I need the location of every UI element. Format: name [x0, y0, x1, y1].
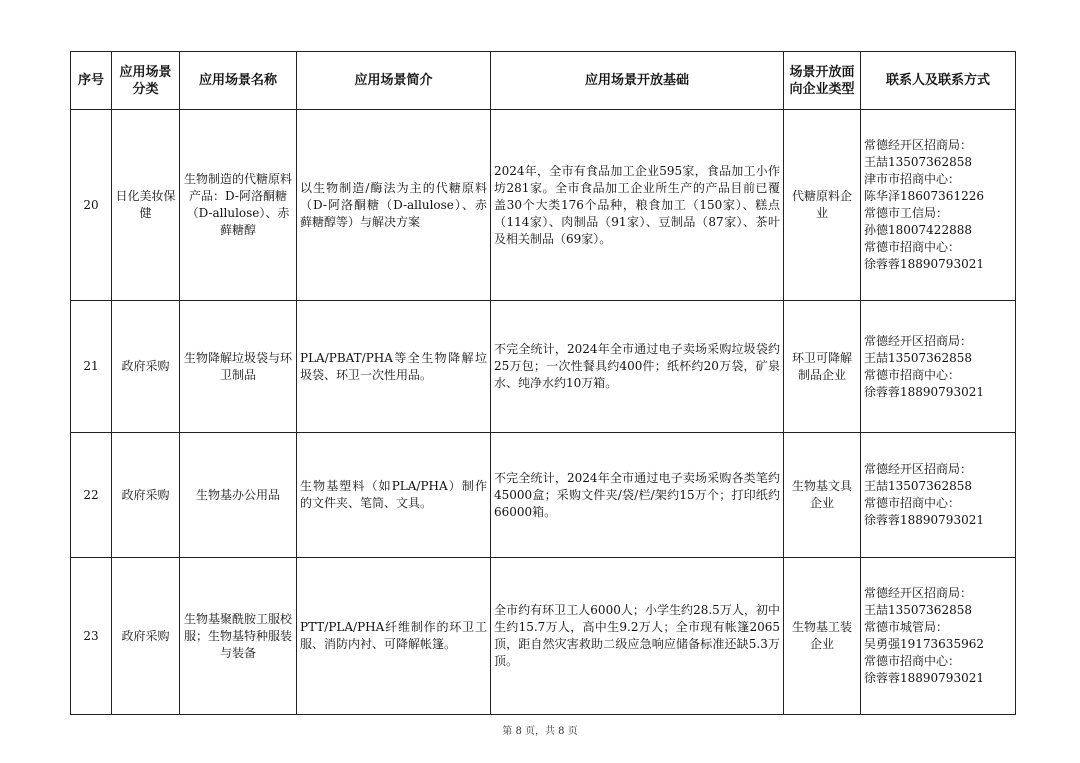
row-contact: [861, 301, 1016, 433]
page-number-footer: 第 8 页，共 8 页: [502, 726, 578, 737]
row-name: 生物基聚酰胺工服校服；生物基特种服装与装备: [180, 558, 297, 715]
row-contact: [861, 433, 1016, 558]
row-enterprise-type: 生物基文具企业: [784, 433, 861, 558]
row-category: 政府采购: [112, 433, 180, 558]
row-contact: [861, 110, 1016, 301]
contact-line: 常德市城管局：: [864, 620, 949, 634]
contact-line: 陈华泽18607361226: [864, 189, 984, 203]
row-basis: 不完全统计，2024年全市通过电子卖场采购垃圾袋约25万包；一次性餐具约400件；纸杯约20万袋，矿泉水、纯净水约10万箱。: [491, 301, 784, 433]
contact-line: 常德市招商中心：: [864, 496, 961, 510]
contact-line: 常德经开区招商局：: [864, 333, 973, 348]
contact-line: 常德经开区招商局：: [864, 462, 973, 476]
contact-line: 常德经开区招商局：: [864, 138, 973, 152]
table-row: [71, 301, 1016, 433]
row-seq: 22: [71, 433, 112, 558]
header-enterprise-type: 场景开放面向企业类型: [784, 52, 861, 110]
header-category: 应用场景分类: [112, 52, 180, 110]
row-intro: 生物基塑料（如PLA/PHA）制作的文件夹、笔筒、文具。: [297, 433, 491, 558]
contact-line: 王喆13507362858: [864, 479, 972, 493]
row-basis: 全市约有环卫工人6000人；小学生约28.5万人，初中生约15.7万人，高中生9.2万人；全市现有帐篷2065顶，距自然灾害救助二级应急响应储备标准还缺5.3万顶。: [491, 558, 784, 715]
row-enterprise-type: 代糖原料企业: [784, 110, 861, 301]
row-seq: 21: [71, 301, 112, 433]
contact-line: 孙德18007422888: [864, 223, 972, 237]
contact-line: 常德市招商中心：: [864, 654, 961, 668]
row-seq: 20: [71, 110, 112, 301]
row-basis: 不完全统计，2024年全市通过电子卖场采购各类笔约45000盒；采购文件夹/袋/栏/架约15万个；打印纸约66000箱。: [491, 433, 784, 558]
row-name: 生物基办公用品: [180, 433, 297, 558]
contact-line: 常德市招商中心：: [864, 367, 961, 382]
row-name: 生物降解垃圾袋与环卫制品: [180, 301, 297, 433]
row-category: 政府采购: [112, 301, 180, 433]
contact-line: 津市市招商中心：: [864, 172, 961, 186]
contact-line: 常德市工信局：: [864, 206, 949, 220]
row-basis: 2024年，全市有食品加工企业595家，食品加工小作坊281家。全市食品加工企业所生产的产品目前已覆盖30个大类176个品种，粮食加工（150家）、糕点（114家）、肉制品（91家）、豆制品（87家）、茶叶及相关制品（69家）。: [491, 110, 784, 301]
contact-line: 徐蓉蓉18890793021: [864, 257, 984, 271]
header-seq: 序号: [71, 52, 112, 110]
header-name: 应用场景名称: [180, 52, 297, 110]
row-contact: [861, 558, 1016, 715]
row-enterprise-type: 生物基工装企业: [784, 558, 861, 715]
row-category: 政府采购: [112, 558, 180, 715]
contact-line: 徐蓉蓉18890793021: [864, 671, 984, 685]
header-basis: 应用场景开放基础: [491, 52, 784, 110]
row-intro: 以生物制造/酶法为主的代糖原料（D-阿洛酮糖（D-allulose）、赤藓糖醇等）与解决方案: [297, 110, 491, 301]
table-row: [71, 558, 1016, 715]
contact-line: 王喆13507362858: [864, 155, 972, 169]
contact-line: 常德经开区招商局：: [864, 586, 973, 600]
row-seq: 23: [71, 558, 112, 715]
row-enterprise-type: 环卫可降解制品企业: [784, 301, 861, 433]
row-name: 生物制造的代糖原料产品：D-阿洛酮糖（D-allulose）、赤藓糖醇: [180, 110, 297, 301]
table-row: [71, 110, 1016, 301]
contact-line: 吴勇强19173635962: [864, 637, 984, 651]
header-contact: 联系人及联系方式: [861, 52, 1016, 110]
header-intro: 应用场景简介: [297, 52, 491, 110]
row-intro: PLA/PBAT/PHA等全生物降解垃圾袋、环卫一次性用品。: [297, 301, 491, 433]
contact-line: 王喆13507362858: [864, 350, 972, 365]
contact-line: 王喆13507362858: [864, 603, 972, 617]
contact-line: 常德市招商中心：: [864, 240, 961, 254]
table-row: [71, 433, 1016, 558]
scene-table: [70, 51, 1016, 715]
contact-line: 徐蓉蓉18890793021: [864, 513, 984, 527]
row-intro: PTT/PLA/PHA纤维制作的环卫工服、消防内衬、可降解帐篷。: [297, 558, 491, 715]
row-category: 日化美妆保健: [112, 110, 180, 301]
header-row: [71, 52, 1016, 110]
contact-line: 徐蓉蓉18890793021: [864, 384, 984, 399]
